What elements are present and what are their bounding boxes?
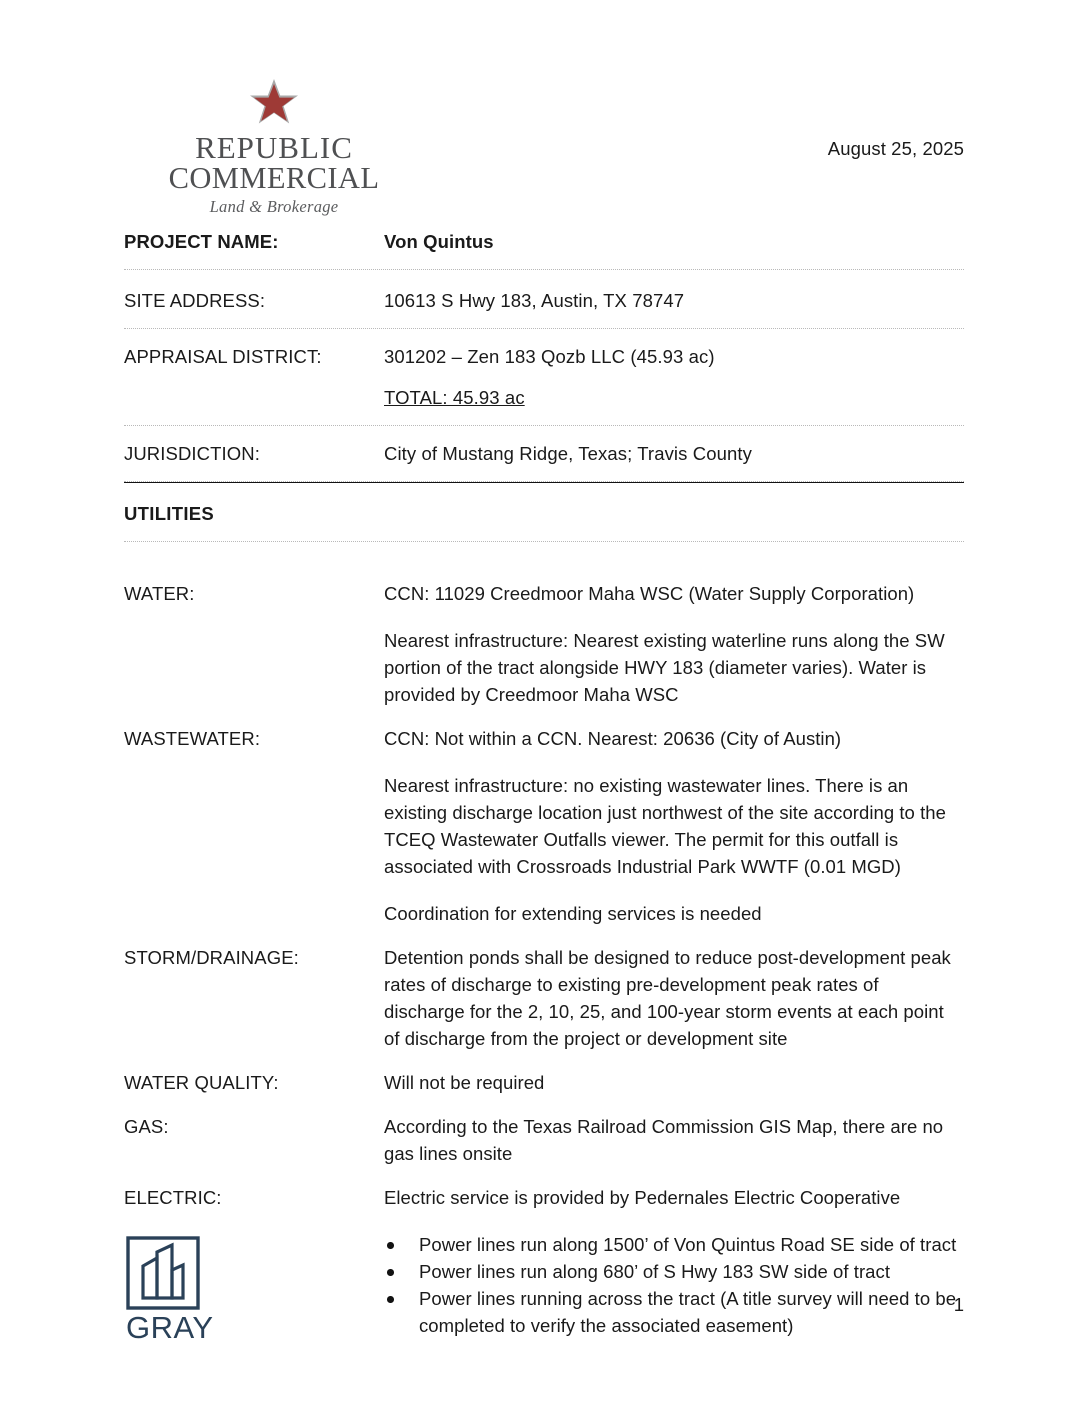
list-item: Power lines run along 1500’ of Von Quintus Road SE side of tract bbox=[384, 1231, 964, 1258]
spacer bbox=[124, 1096, 964, 1113]
utility-row-water-quality bbox=[124, 1069, 964, 1096]
spacer bbox=[124, 426, 964, 440]
utility-row-wastewater bbox=[124, 725, 964, 927]
info-row-site-address bbox=[124, 287, 964, 314]
logo-line-1: REPUBLIC bbox=[195, 130, 353, 165]
utility-paragraph: CCN: 11029 Creedmoor Maha WSC (Water Supply Corporation) bbox=[384, 583, 915, 604]
page-number: 1 bbox=[953, 1294, 964, 1315]
info-row-jurisdiction bbox=[124, 440, 964, 467]
utility-label: GAS: bbox=[124, 1116, 169, 1137]
utility-body bbox=[384, 1113, 964, 1167]
utility-paragraph: Coordination for extending services is needed bbox=[384, 903, 762, 924]
spacer bbox=[124, 927, 964, 944]
spacer bbox=[124, 314, 964, 328]
utility-body bbox=[384, 580, 964, 708]
utility-label: ELECTRIC: bbox=[124, 1187, 222, 1208]
utility-paragraph: CCN: Not within a CCN. Nearest: 20636 (City of Austin) bbox=[384, 728, 842, 749]
utility-label: WATER: bbox=[124, 583, 195, 604]
spacer bbox=[124, 564, 964, 580]
list-item: Power lines run along 680’ of S Hwy 183 SW side of tract bbox=[384, 1258, 964, 1285]
info-row-total bbox=[124, 384, 964, 411]
utility-label: STORM/DRAINAGE: bbox=[124, 947, 299, 968]
logo-line-2: COMMERCIAL bbox=[168, 161, 380, 195]
spacer bbox=[124, 1052, 964, 1069]
spacer bbox=[124, 255, 964, 269]
utility-paragraph: According to the Texas Railroad Commission GIS Map, there are no gas lines onsite bbox=[384, 1116, 944, 1164]
info-row-project-name bbox=[124, 228, 964, 255]
info-row-appraisal-district bbox=[124, 343, 964, 370]
utility-body bbox=[384, 1069, 964, 1096]
utility-paragraph: Detention ponds shall be designed to reduce post-development peak rates of discharge to existing pre-development peak rates of discharge for the 2, 10, 25, and 100-year storm events at each point of discharge from the project or development site bbox=[384, 947, 951, 1049]
info-label: APPRAISAL DISTRICT: bbox=[124, 346, 322, 367]
list-item: Power lines running across the tract (A title survey will need to be completed to verify the associated easement) bbox=[384, 1285, 964, 1339]
star-icon bbox=[246, 78, 302, 130]
utility-body bbox=[384, 944, 964, 1052]
spacer bbox=[124, 467, 964, 481]
info-label: PROJECT NAME: bbox=[124, 231, 279, 252]
utility-paragraph: Nearest infrastructure: no existing wastewater lines. There is an existing discharge location just northwest of the site according to the TCEQ Wastewater Outfalls viewer. The permit for this outfall is associated with Crossroads Industrial Park WWTF (0.01 MGD) bbox=[384, 775, 946, 877]
info-value: 10613 S Hwy 183, Austin, TX 78747 bbox=[384, 290, 685, 311]
logo-tagline: Land & Brokerage bbox=[209, 197, 339, 216]
document-body bbox=[124, 228, 964, 1339]
info-value: City of Mustang Ridge, Texas; Travis County bbox=[384, 443, 752, 464]
gray-building-icon bbox=[126, 1236, 200, 1310]
utility-paragraph: Electric service is provided by Pedernales Electric Cooperative bbox=[384, 1187, 901, 1208]
info-value: Von Quintus bbox=[384, 231, 494, 252]
utility-body bbox=[384, 725, 964, 927]
spacer bbox=[124, 527, 964, 541]
document-date: August 25, 2025 bbox=[827, 138, 964, 159]
document-header bbox=[124, 78, 964, 216]
gray-logo-text: GRAY bbox=[126, 1310, 214, 1345]
gray-logo bbox=[126, 1236, 212, 1344]
info-label: JURISDICTION: bbox=[124, 443, 260, 464]
utility-row-gas bbox=[124, 1113, 964, 1167]
spacer bbox=[124, 370, 964, 384]
info-value: 301202 – Zen 183 Qozb LLC (45.93 ac) bbox=[384, 346, 715, 367]
utility-label: WATER QUALITY: bbox=[124, 1072, 279, 1093]
spacer bbox=[124, 542, 964, 564]
utility-row-electric bbox=[124, 1184, 964, 1339]
utility-paragraph: Will not be required bbox=[384, 1072, 545, 1093]
utility-row-water bbox=[124, 580, 964, 708]
utility-body bbox=[384, 1184, 964, 1339]
info-value-total: TOTAL: 45.93 ac bbox=[384, 387, 525, 408]
republic-commercial-logo bbox=[124, 78, 424, 218]
utility-row-storm-drainage bbox=[124, 944, 964, 1052]
spacer bbox=[124, 329, 964, 343]
info-label: SITE ADDRESS: bbox=[124, 290, 266, 311]
spacer bbox=[124, 708, 964, 725]
utility-label: WASTEWATER: bbox=[124, 728, 261, 749]
section-title-utilities: UTILITIES bbox=[124, 503, 215, 524]
spacer bbox=[124, 1167, 964, 1184]
spacer bbox=[124, 483, 964, 500]
spacer bbox=[124, 270, 964, 287]
electric-bullet-list bbox=[384, 1231, 964, 1339]
utility-paragraph: Nearest infrastructure: Nearest existing waterline runs along the SW portion of the tract alongside HWY 183 (diameter varies). Water is provided by Creedmoor Maha WSC bbox=[384, 630, 945, 705]
spacer bbox=[124, 411, 964, 425]
